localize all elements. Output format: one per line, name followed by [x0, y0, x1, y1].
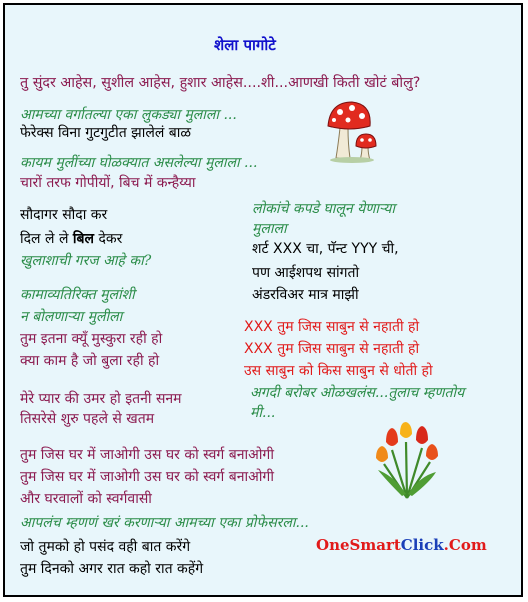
poem-line: शर्ट XXX चा, पॅन्ट YYY ची,	[252, 241, 399, 257]
dedication-quiet-girl-cont: न बोलणाऱ्या मुलीला	[20, 309, 123, 325]
poem-line: तुम जिस घर में जाओगी उस घर को स्वर्ग बनाओगी	[20, 447, 274, 463]
dedication-professor: आपलंच म्हणणं खरं करणाऱ्या आमच्या एका प्रोफेसरला...	[20, 515, 309, 531]
poem-line: दिल ले ले बिल देकर	[20, 231, 123, 247]
poem-line: तुम जिस घर में जाओगी उस घर को स्वर्ग बनाओगी	[20, 469, 274, 485]
poem-line: क्या काम है जो बुला रही हो	[20, 353, 160, 369]
mushroom-icon	[326, 98, 382, 164]
dedication-borrowed-clothes-cont: मुलाला	[252, 221, 287, 237]
poem-line: तुम दिनको अगर रात कहो रात कहेंगे	[20, 561, 204, 577]
poem-line: तुम इतना क्यूँ मुस्कुरा रही हो	[20, 331, 163, 347]
poem-line: चारों तरफ गोपीयों, बिच में कन्हैय्या	[20, 175, 196, 191]
dedication-question: खुलाशाची गरज आहे का?	[20, 253, 152, 269]
poem-line: XXX तुम जिस साबुन से नहाती हो	[244, 341, 420, 357]
poem-line: अंडरविअर मात्र माझी	[252, 287, 359, 303]
poem-line: XXX तुम जिस साबुन से नहाती हो	[244, 319, 420, 335]
intro-line: तु सुंदर आहेस, सुशील आहेस, हुशार आहेस....शी...आणखी किती खोटं बोलु?	[20, 75, 421, 91]
tulip-bouquet-icon	[372, 420, 442, 500]
dedication-answer: अगदी बरोबर ओळखलंस...तुलाच म्हणतोय	[250, 385, 465, 401]
poem-line: मेरे प्यार की उमर हो इतनी सनम	[20, 391, 182, 407]
poem-line: तिसरेसे शुरु पहले से खतम	[20, 411, 155, 427]
page-title: शेला पागोटे	[214, 36, 276, 54]
dedication-quiet-girl: कामाव्यतिरिक्त मुलांशी	[20, 287, 135, 303]
poem-line: उस साबुन को किस साबुन से धोती हो	[244, 363, 433, 379]
dedication-popular-boy: कायम मुलींच्या घोळक्यात असलेल्या मुलाला ...	[20, 155, 258, 171]
poem-line: फेरेक्स विना गुटगुटीत झालेलं बाळ	[20, 125, 192, 141]
poem-line: सौदागर सौदा कर	[20, 207, 108, 223]
dedication-borrowed-clothes: लोकांचे कपडे घालून येणाऱ्या	[252, 201, 396, 217]
poem-line: जो तुमको हो पसंद वही बात करेंगे	[20, 539, 191, 555]
dedication-skinny-boy: आमच्या वर्गातल्या एका लुकड्या मुलाला ...	[20, 107, 237, 123]
dedication-answer-cont: मी...	[250, 405, 276, 421]
poem-line: और घरवालों को स्वर्गवासी	[20, 491, 152, 507]
site-logo: OneSmartClick.Com	[316, 536, 487, 554]
poem-line: पण आईशपथ सांगतो	[252, 265, 360, 281]
